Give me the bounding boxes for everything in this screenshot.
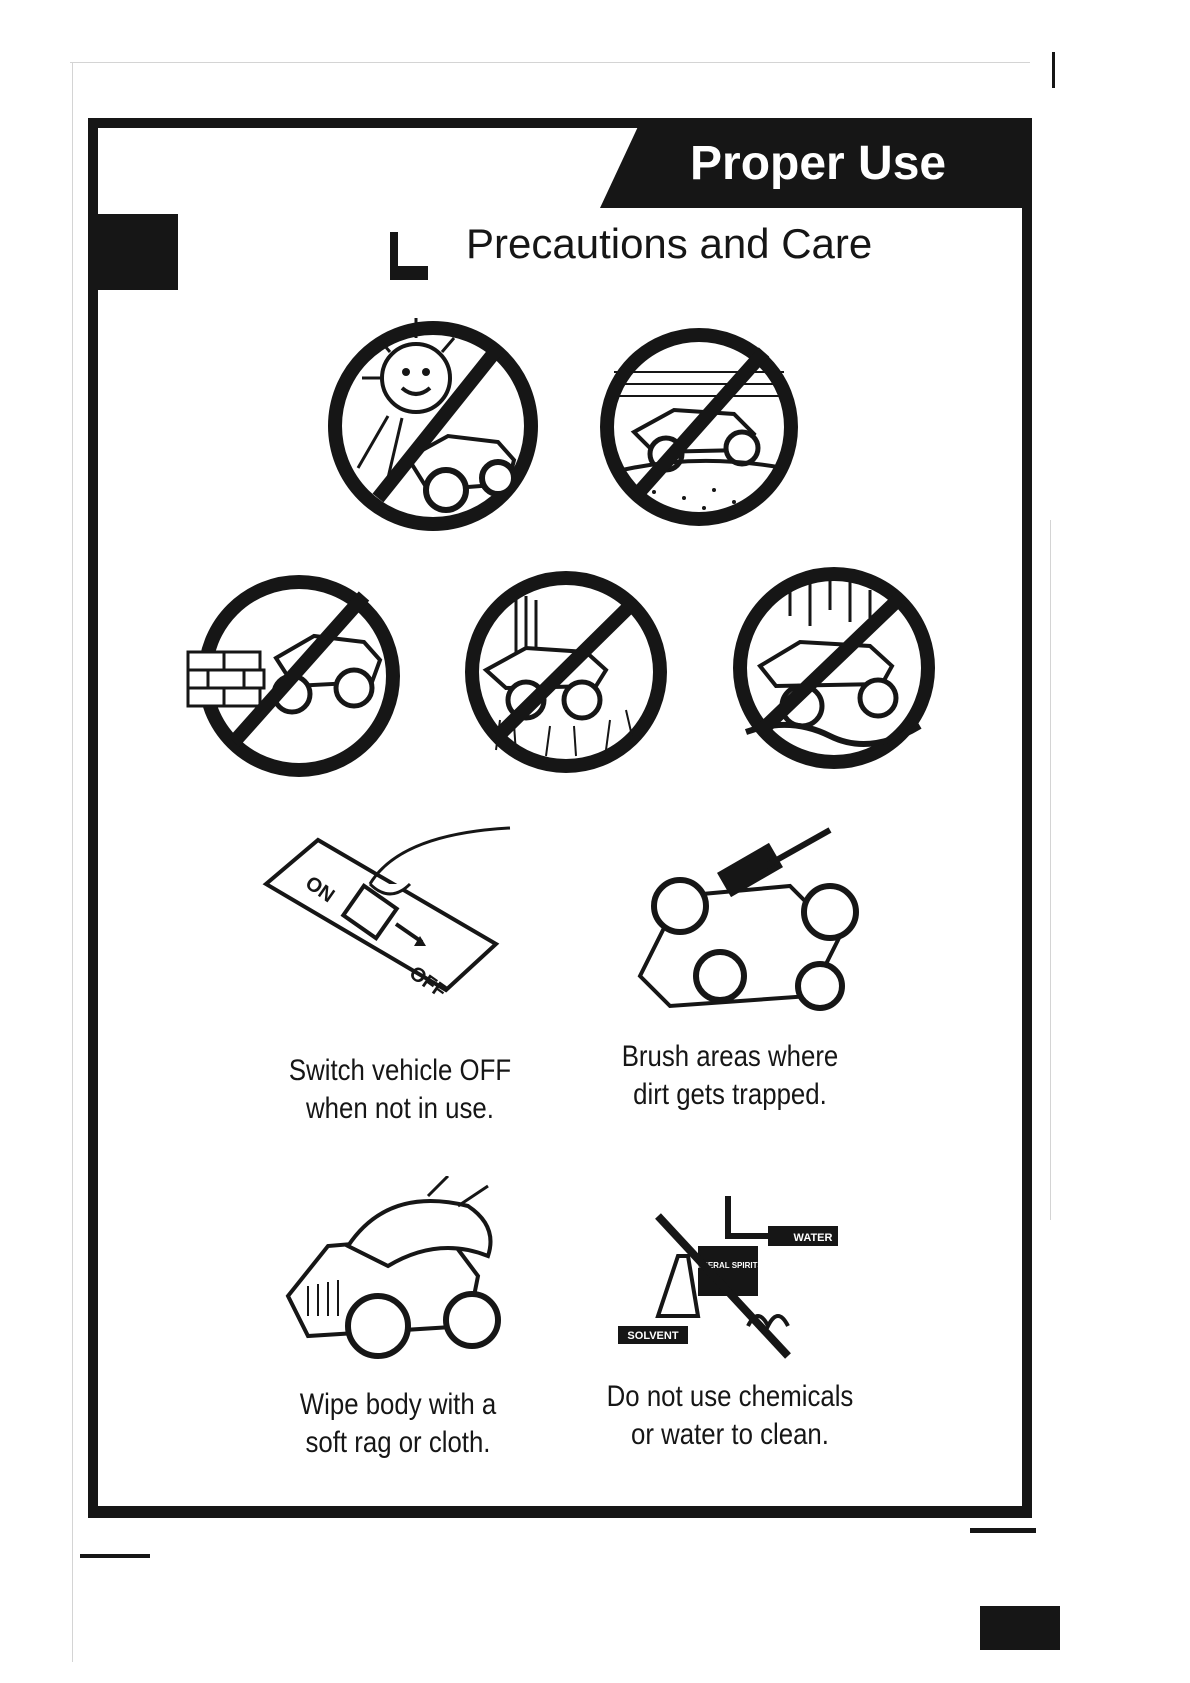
bottom-left-scan-mark xyxy=(80,1554,150,1558)
section-marker-icon xyxy=(390,232,428,282)
caption-line: Switch vehicle OFF xyxy=(288,1054,512,1087)
water-label: WATER xyxy=(793,1232,833,1244)
scan-edge-line-right xyxy=(1050,520,1051,1220)
caption-line: Do not use chemicals xyxy=(606,1380,854,1413)
caption-line: soft rag or cloth. xyxy=(305,1426,491,1459)
caption-line: or water to clean. xyxy=(631,1418,829,1451)
no-sun-heat-icon xyxy=(318,308,548,538)
tip-no-chemicals-caption xyxy=(601,1378,859,1454)
tip-wipe-caption xyxy=(269,1386,527,1462)
mineral-spirits-label: MINERAL SPIRITS xyxy=(693,1261,763,1270)
tip-switch-off-caption xyxy=(271,1052,529,1128)
no-sand-icon xyxy=(594,322,804,532)
caption-line: Brush areas where xyxy=(621,1040,839,1073)
wipe-cloth-icon xyxy=(268,1176,528,1386)
side-tab xyxy=(92,214,178,290)
section-title: Precautions and Care xyxy=(466,220,873,267)
scan-corner-mark xyxy=(1052,52,1055,88)
header-title: Proper Use xyxy=(690,137,947,190)
caption-line: Wipe body with a xyxy=(299,1388,497,1421)
no-chemicals-water-icon xyxy=(618,1176,858,1376)
no-tall-grass-icon xyxy=(456,560,676,780)
scan-edge-line-left xyxy=(72,62,73,1662)
switch-off-label: OFF xyxy=(405,962,451,1004)
page-frame xyxy=(88,118,1032,1518)
solvent-label: SOLVENT xyxy=(627,1330,679,1342)
bottom-right-scan-mark xyxy=(970,1528,1036,1533)
brush-vehicle-icon xyxy=(610,826,870,1026)
tip-brush-caption xyxy=(601,1038,859,1114)
caption-line: dirt gets trapped. xyxy=(633,1078,827,1111)
scan-edge-line-top xyxy=(70,62,1030,63)
power-switch-icon xyxy=(260,824,520,1014)
page-corner-block xyxy=(980,1606,1060,1650)
switch-on-label: ON xyxy=(301,872,339,908)
no-rain-puddle-icon xyxy=(730,556,950,776)
caption-line: when not in use. xyxy=(306,1092,494,1125)
no-brick-wall-icon xyxy=(184,566,404,786)
